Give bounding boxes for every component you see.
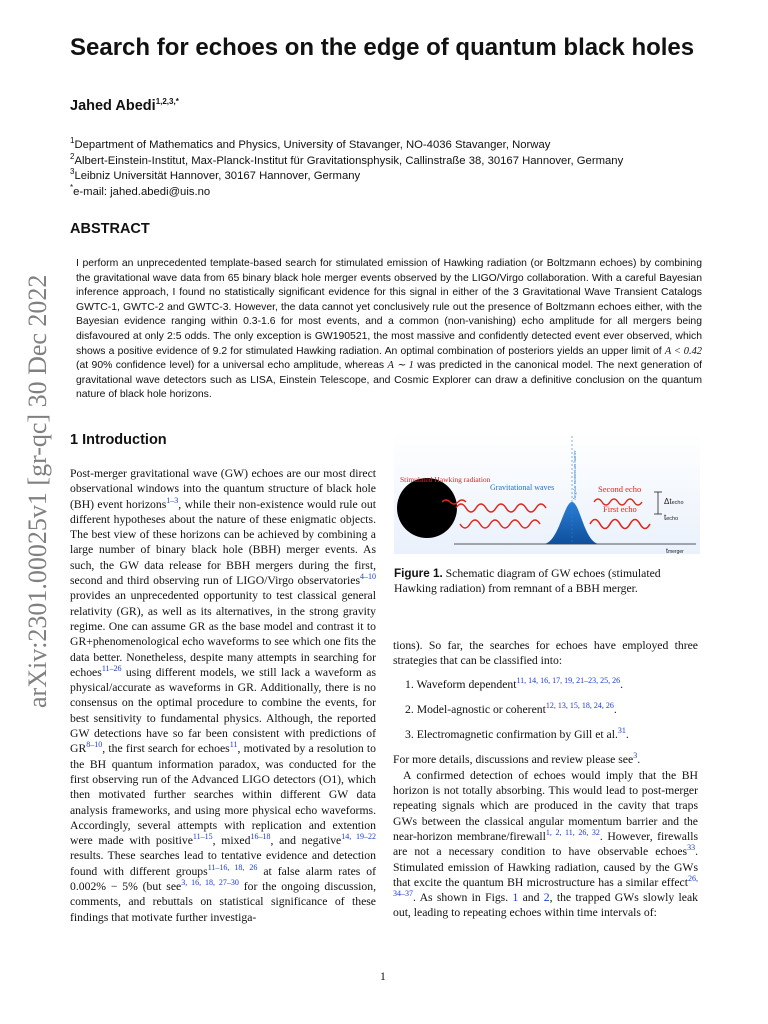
citation-link[interactable]: 16–18 [250,832,271,842]
label-stimulated: Stimulated Hawking radiation [400,475,491,484]
body-text: results. These searches lead to tentative evidence and detection found with different groups [70,849,376,878]
citation-link[interactable]: 4–10 [360,572,376,582]
citation-link[interactable]: 11, 14, 16, 17, 19, 21–23, 25, 26 [516,675,621,685]
body-text: , mixed [212,834,251,848]
body-text: for the ongoing discussion, comments, and rebuttals on statistical significance of these findings that motivate further investiga- [70,880,377,924]
arxiv-id: arXiv:2301.00025v1 [gr-qc] 30 Dec 2022 [23,274,52,708]
paragraph [393,768,698,921]
body-text: . Stimulated emission of Hawking radiation, caused by the GWs that excite the quantum BH microstructure has a similar effect [393,845,698,889]
citation-link[interactable]: 14, 19–22 [341,832,377,842]
figure-ref-link[interactable]: 2 [543,891,550,905]
section-heading-introduction: 1 Introduction [70,432,167,448]
strategy-item [405,677,698,692]
body-text: . However, firewalls are not a necessary condition to have observable echoes [393,829,699,859]
affiliation-text: Albert-Einstein-Institut, Max-Planck-Institut für Gravitationsphysik, Callinstraße 38, 30167 Hannover, Germany [74,154,624,167]
citation-link[interactable]: 3, 16, 18, 27–30 [181,878,239,888]
citation-link[interactable]: 33 [687,843,696,853]
affiliation-mark: * [70,183,74,193]
label-t-echo: techo [664,513,679,522]
body-text: and [518,891,544,905]
strategy-number: 1. [405,677,414,691]
body-text: A confirmed detection of echoes would imply that the BH horizon is not totally absorbing. This would lead to post-merger repeating signals which are produced in the cavity that traps GWs between the classical angular momentum barrier and the near-horizon membrane/firewall [393,768,698,843]
strategy-text: Model-agnostic or coherent [416,702,546,716]
strategy-item [405,702,698,717]
body-text: , the first search for echoes [102,742,230,756]
citation-link[interactable]: 12, 13, 15, 18, 24, 26 [545,701,614,710]
page-number: 1 [380,970,386,983]
affiliation [70,169,710,185]
affiliation[interactable] [70,185,710,201]
strategy-end: . [613,702,617,716]
affiliation-mark: 2 [70,151,75,161]
body-text: , motivated by a resolution to the BH quantum information paradox, was conducted for the first observing run of the Advanced LIGO detectors (O1), which then motivated further searches within different GW data analysis frameworks, and using more physical echo waveforms. Accordingly, several attempts with replication and extention were made with positive [70,742,376,848]
strategy-end: . [620,677,624,691]
intro-right-column [393,638,698,921]
right-col-paragraphs [393,752,698,920]
strategy-item [405,727,698,742]
affiliations [70,138,710,200]
body-text: For more details, discussions and review please see [393,753,634,767]
body-text: , the trapped GWs slowly leak out, leading to repeating echoes within time intervals of: [393,891,699,920]
caption-label: Figure 1. [394,567,443,580]
figure-ref-link[interactable]: 1 [512,891,519,905]
affiliation [70,151,710,170]
citation-link[interactable]: 11–16, 18, 26 [207,862,258,872]
strategy-text: Electromagnetic confirmation by Gill et al. [416,728,618,742]
intro-left-column [70,466,376,925]
affiliation-text: e-mail: jahed.abedi@uis.no [73,185,211,198]
citation-link[interactable]: 11–15 [192,832,213,842]
strategy-number: 3. [405,728,414,742]
black-hole [397,478,457,538]
label-barrier: Angular momentum barrier [572,450,577,500]
figure-1-caption [394,566,700,597]
citation-link[interactable]: 11–26 [101,663,122,673]
figure-1-diagram [394,432,700,562]
right-col-lead: tions). So far, the searches for echoes have employed three strategies that can be classified into: [393,639,698,668]
citation-link[interactable]: 8–10 [86,740,103,750]
caption-text: Schematic diagram of GW echoes (stimulated Hawking radiation) from remnant of a BBH merger. [394,567,661,596]
paragraph [393,753,640,766]
abstract-math2: A ∼ 1 [387,360,414,372]
body-text: . As shown in Figs. [413,891,513,905]
affiliation-mark: 3 [70,167,75,177]
body-text: . [637,753,641,767]
abstract-math1: A < 0.42 [664,345,702,357]
author-marks: 1,2,3,* [155,97,179,107]
citation-link[interactable]: 1, 2, 11, 26, 32 [545,828,600,838]
body-text: using different models, we still lack a waveform as physical/accurate as waveforms in GR. Additionally, there is no consensus on the optimal procedure to combine the events, for best sensitivity to fundamental physics. Although, the reported GW detections have so far been consistent with predictions of GR [70,665,376,756]
body-text: , and negative [270,834,342,848]
citation-link[interactable]: 26, 34–37 [393,873,698,899]
citation-link[interactable]: 1–3 [166,495,179,505]
body-text: provides an unprecedented opportunity to test classical general relativity (GR), as well as its alternatives, in the strong gravity regime. One can assume GR as the base model and contrast it to GR+phenomenological echo waveforms to see which one fits the data better. Nonetheless, despite many attempts in searching for echoes [70,589,376,679]
abstract-part2: (at 90% confidence level) for a universal echo amplitude, whereas [76,360,388,372]
affiliation-text: Leibniz Universität Hannover, 30167 Hannover, Germany [74,170,361,183]
body-text: at false alarm rates of 0.002% − 5% (but see [70,864,376,894]
strategy-list [393,677,698,743]
body-text: Post-merger gravitational wave (GW) echoes are our most direct observational windows into the quantum structure of black hole (BH) event horizons [70,467,376,511]
arxiv-stamp [4,230,66,730]
label-second-echo: Second echo [598,484,642,494]
abstract-part1: I perform an unprecedented template-based search for stimulated emission of Hawking radiation (or Boltzmann echoes) by combining the gravitational wave data from 65 binary black hole merger events observed by the LIGO/Virgo collaboration. With a careful Bayesian inference approach, I found no statistically significant evidence for this signal in either of the 3 Gravitational Wave Transient Catalogs GWTC-1, GWTC-2 and GWTC-3. However, the data cannot yet conclusively rule out the presence of Boltzmann echoes either, with the Bayesian evidence ranging within 0.3-1.6 for most events, and a common (non-vanishing) echo amplitude for all mergers being disfavoured at only 2:5 odds. The only exception is GW190521, the most massive and confidently detected event ever observed, which shows a positive evidence of 9.2 for stimulated Hawking radiation. An optimal combination of posteriors yields an upper limit of [76,258,702,357]
body-text: , while their non-existence would rule out different hypotheses about the nature of these enigmatic objects. The best view of these horizons can be achieved by combining a large number of binary black hole (BBH) merger events. As such, the GW data release for BBH mergers during the first, second and third observing run of LIGO/Virgo observatories [70,497,376,588]
paper-title: Search for echoes on the edge of quantum black holes [70,34,695,61]
abstract-part3: was predicted in the canonical model. The next generation of gravitational wave detectors such as LISA, Einstein Telescope, and Cosmic Explorer can draw a definitive conclusion on the quantum nature of black hole horizons. [76,360,702,401]
strategy-text: Waveform dependent [416,677,517,691]
strategy-number: 2. [405,702,414,716]
affiliation-mark: 1 [70,136,75,146]
abstract-text [76,257,702,403]
citation-link[interactable]: 11 [229,740,238,750]
label-gw: Gravitational waves [490,483,555,492]
citation-link[interactable]: 31 [617,726,626,736]
label-delta-t: Δtecho [664,497,684,506]
author-name: Jahed Abedi [70,98,156,114]
strategy-end: . [625,728,629,742]
author [70,98,179,114]
affiliation [70,138,710,154]
affiliation-text: Department of Mathematics and Physics, University of Stavanger, NO-4036 Stavanger, Norway [74,139,551,151]
label-t-merger: tmerger [666,548,684,555]
abstract-heading: ABSTRACT [70,221,150,237]
citation-link[interactable]: 3 [633,751,638,761]
label-first-echo: First echo [603,504,637,514]
